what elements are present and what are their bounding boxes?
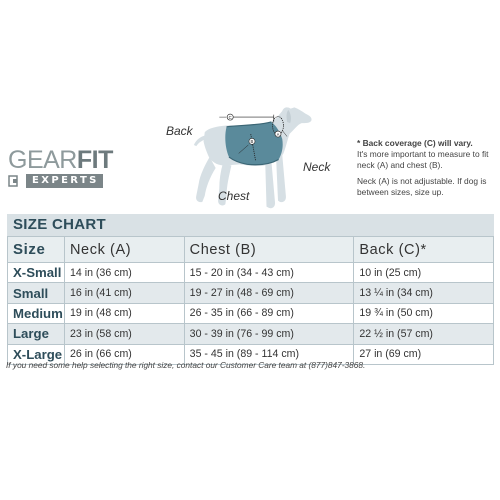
size-chart-title: SIZE CHART [7, 214, 494, 236]
chest-cell: 19 - 27 in (48 - 69 cm) [184, 283, 354, 303]
logo-wordmark: GEARFIT [8, 146, 113, 174]
size-cell: X-Small [8, 263, 65, 283]
size-cell: Small [8, 283, 65, 303]
table-row [8, 303, 494, 323]
chest-cell: 30 - 39 in (76 - 99 cm) [184, 324, 354, 344]
note-neck-tip: Neck (A) is not adjustable. If dog is between sizes, size up. [357, 175, 487, 197]
size-chart [7, 214, 494, 365]
header-neck: Neck (A) [64, 237, 184, 263]
header-chest: Chest (B) [184, 237, 354, 263]
neck-cell: 19 in (48 cm) [64, 303, 184, 323]
neck-cell: 26 in (66 cm) [64, 344, 184, 364]
chest-label: Chest [218, 189, 250, 203]
size-cell: Medium [8, 303, 65, 323]
marker-c: C [228, 114, 232, 120]
back-cell: 13 ¼ in (34 cm) [354, 283, 494, 303]
header-size: Size [8, 237, 65, 263]
gearfit-logo [8, 148, 118, 193]
logo-experts-bar [8, 174, 118, 188]
table-header-row [8, 237, 494, 263]
neck-cell: 16 in (41 cm) [64, 283, 184, 303]
note-measure-tip: It's more important to measure to fit neck (A) and chest (B). [357, 149, 489, 171]
sizing-note [357, 138, 500, 202]
size-table [7, 236, 494, 365]
neck-cell: 23 in (58 cm) [64, 324, 184, 344]
logo-badge-icon [8, 174, 26, 188]
table-row [8, 324, 494, 344]
chest-cell: 15 - 20 in (34 - 43 cm) [184, 263, 354, 283]
marker-a: A [276, 131, 280, 137]
size-cell: Large [8, 324, 65, 344]
chest-cell: 35 - 45 in (89 - 114 cm) [184, 344, 354, 364]
header-back: Back (C)* [354, 237, 494, 263]
table-row [8, 283, 494, 303]
logo-experts-text: EXPERTS [26, 174, 103, 188]
back-cell: 10 in (25 cm) [354, 263, 494, 283]
back-cell: 22 ½ in (57 cm) [354, 324, 494, 344]
neck-label: Neck [303, 160, 331, 174]
neck-cell: 14 in (36 cm) [64, 263, 184, 283]
customer-care-footer: If you need some help selecting the right size, contact our Customer Care team at (877)847-3868. [6, 360, 366, 370]
marker-b: B [250, 139, 254, 145]
chest-cell: 26 - 35 in (66 - 89 cm) [184, 303, 354, 323]
table-row [8, 263, 494, 283]
back-label: Back [166, 124, 193, 138]
note-back-coverage: * Back coverage (C) will vary. [357, 138, 473, 148]
back-cell: 19 ¾ in (50 cm) [354, 303, 494, 323]
back-cell: 27 in (69 cm) [354, 344, 494, 364]
size-cell: X-Large [8, 344, 65, 364]
